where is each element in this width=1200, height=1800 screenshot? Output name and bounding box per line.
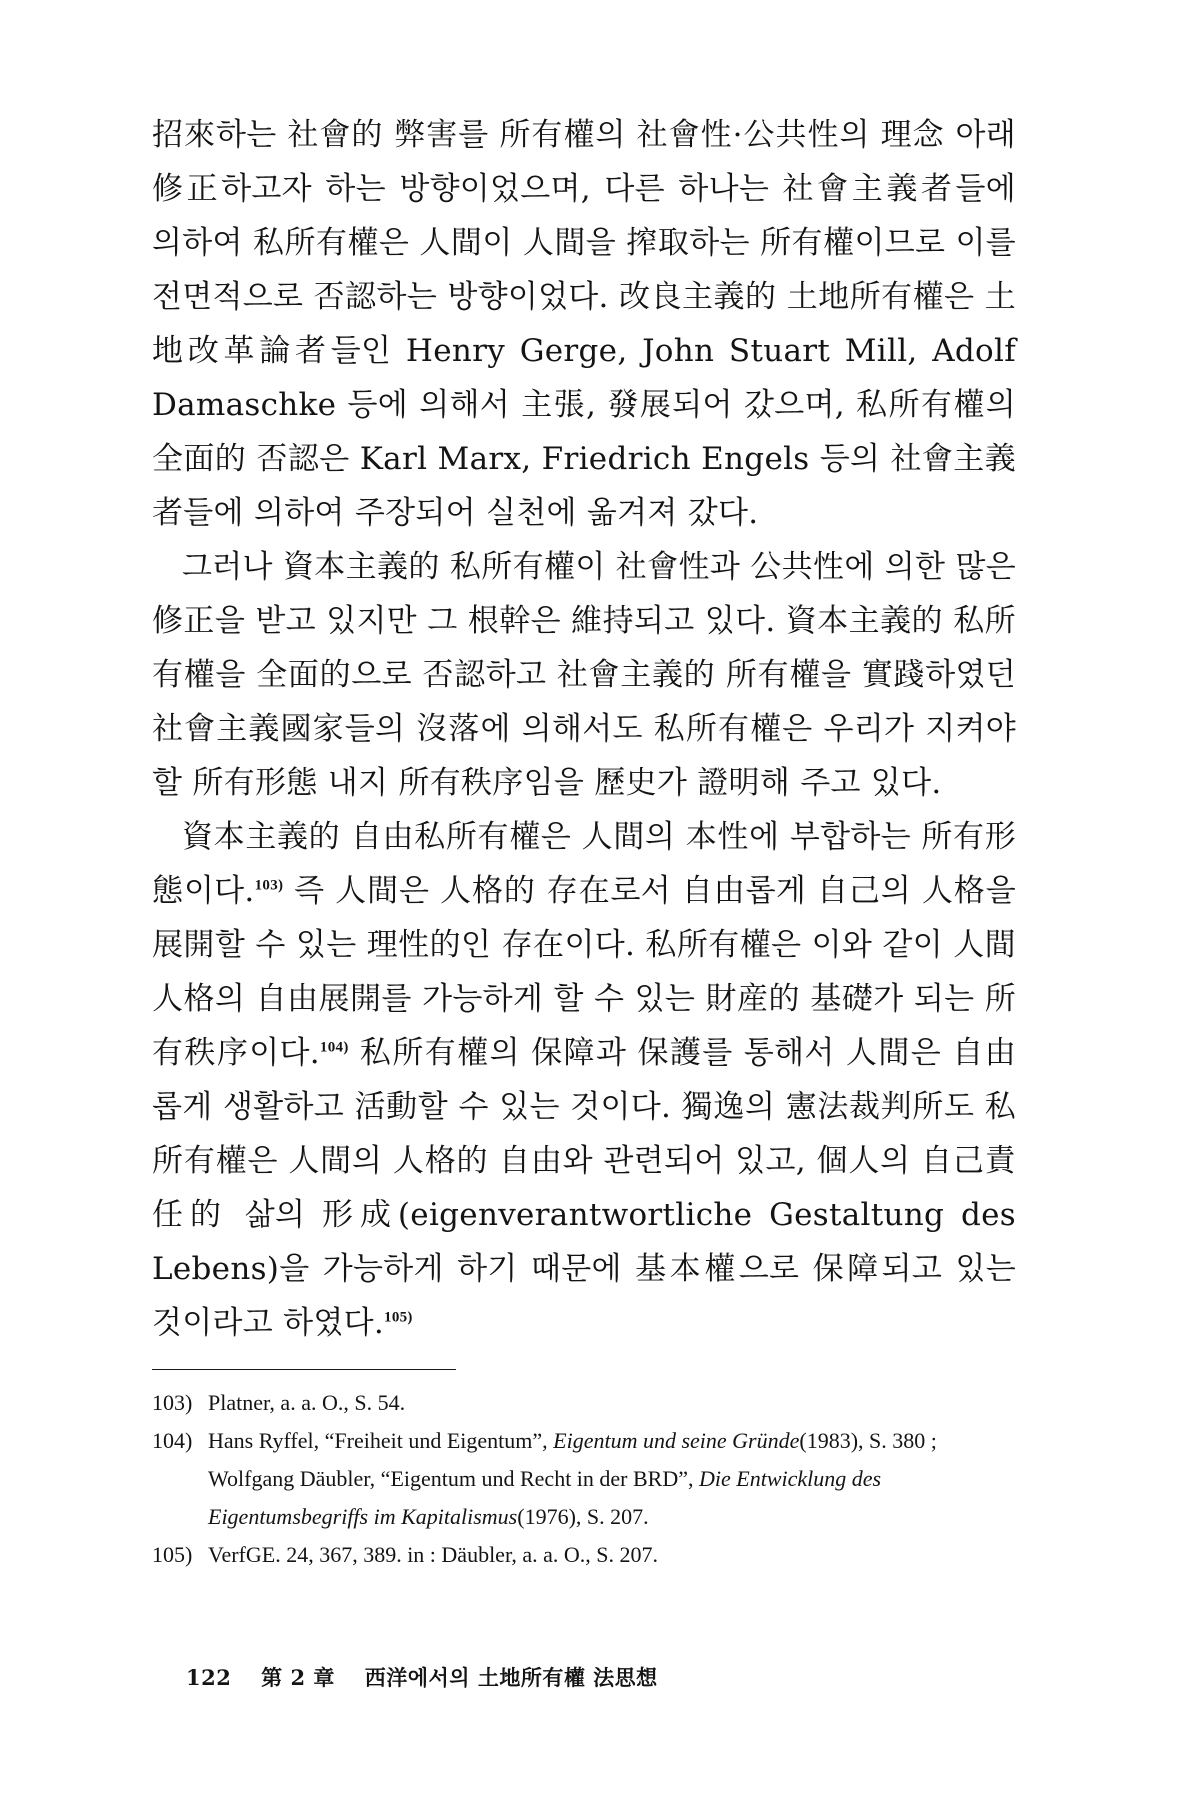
footnote-105 (152, 1536, 1022, 1574)
footnote-text: VerfGE. 24, 367, 389. in : Däubler, a. a. O., S. 207. (208, 1542, 659, 1567)
chapter-title: 西洋에서의 土地所有權 法思想 (364, 1665, 658, 1690)
footnotes (152, 1384, 1022, 1574)
footnote-ref-104[interactable]: 104) (319, 1039, 349, 1056)
page-footer (186, 1662, 680, 1692)
paragraph-3-part-c: 私所有權의 保障과 保護를 통해서 人間은 自由롭게 생활하고 活動할 수 있는 것이다. 獨逸의 憲法裁判所도 私所有權은 人間의 人格的 自由와 관련되어 있고, 個人의 自己責任的 삶의 形成(eigenverantwortliche Gestaltung des Lebens)을 가능하게 하기 때문에 基本權으로 保障되고 있는 것이라고 하였다. (152, 1035, 1016, 1341)
footnote-103 (152, 1384, 1022, 1422)
footnote-number: 105) (152, 1542, 193, 1567)
footnote-divider (152, 1369, 456, 1370)
page-number: 122 (186, 1665, 232, 1690)
footnote-text-part: (1976), S. 207. (517, 1504, 649, 1529)
paragraph-3-part-b: 즉 人間은 人格的 存在로서 自由롭게 自己의 人格을 展開할 수 있는 理性的인 存在이다. 私所有權은 이와 같이 人間人格의 自由展開를 가능하게 할 수 있는 財産的 基礎가 되는 所有秩序이다. (152, 873, 1016, 1071)
footnote-number: 103) (152, 1390, 193, 1415)
paragraph-2: 그러나 資本主義的 私所有權이 社會性과 公共性에 의한 많은 修正을 받고 있지만 그 根幹은 維持되고 있다. 資本主義的 私所有權을 全面的으로 否認하고 社會主義的 所有權을 實踐하였던 社會主義國家들의 沒落에 의해서도 私所有權은 우리가 지켜야 할 所有形態 내지 所有秩序임을 歷史가 證明해 주고 있다. (152, 549, 1016, 801)
footnote-ref-105[interactable]: 105) (384, 1309, 413, 1326)
paragraph-1: 招來하는 社會的 弊害를 所有權의 社會性·公共性의 理念 아래 修正하고자 하는 방향이었으며, 다른 하나는 社會主義者들에 의하여 私所有權은 人間이 人間을 搾取하는 所有權이므로 이를 전면적으로 否認하는 방향이었다. 改良主義的 土地所有權은 土地改革論者들인 Henry Gerge, John Stuart Mill, Adolf Damaschke 등에 의해서 主張, 發展되어 갔으며, 私所有權의 全面的 否認은 Karl Marx, Friedrich Engels 등의 社會主義者들에 의하여 주장되어 실천에 옮겨져 갔다. (152, 117, 1016, 531)
footnote-number: 104) (152, 1428, 193, 1453)
footnote-text: Platner, a. a. O., S. 54. (208, 1390, 406, 1415)
book-title: Die Entwicklung des Eigentumsbegriffs im Kapitalismus (208, 1466, 882, 1529)
footnote-ref-103[interactable]: 103) (254, 877, 284, 894)
footnote-text (208, 1422, 1022, 1536)
body-text (152, 108, 1016, 1350)
footnote-104 (152, 1422, 1022, 1536)
paragraph-3 (152, 810, 1016, 1350)
footnote-text-part: (1983), S. 380 ; Wolfgang Däubler, “Eigentum und Recht in der BRD”, (208, 1428, 937, 1491)
paragraph-3-part-a: 資本主義的 自由私所有權은 人間의 本性에 부합하는 所有形態이다. (152, 819, 1016, 909)
book-title: Eigentum und seine Gründe (553, 1428, 800, 1453)
footnote-text-part: Hans Ryffel, “Freiheit und Eigentum”, (208, 1428, 554, 1453)
chapter-label: 第 2 章 (261, 1665, 335, 1690)
